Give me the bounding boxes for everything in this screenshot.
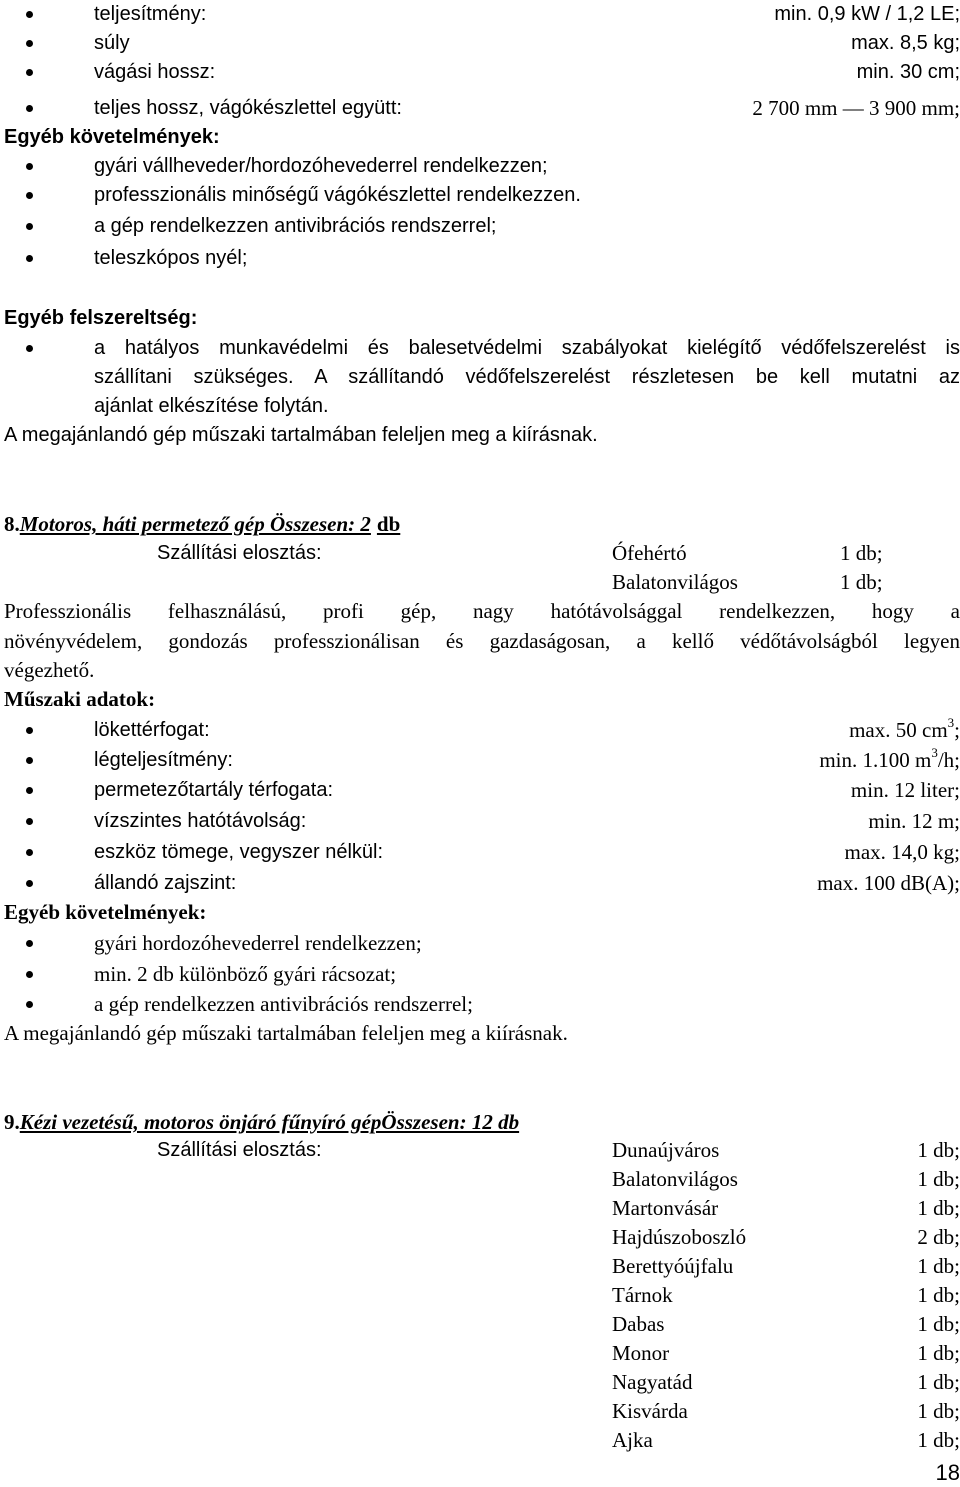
list-item [0, 990, 960, 1019]
section-heading: Egyéb követelmények: [4, 900, 207, 924]
section-title-unit: db [376, 512, 401, 536]
distribution-place: Tárnok [612, 1283, 673, 1307]
bullet-icon [26, 163, 33, 170]
list-item-text: min. 2 db különböző gyári rácsozat; [94, 962, 397, 986]
spec-row [0, 838, 960, 867]
distribution-row [0, 1426, 960, 1455]
distribution-place: Dunaújváros [612, 1138, 720, 1162]
spec-value: min. 12 m; [868, 809, 960, 833]
text-line [0, 597, 960, 626]
felszereltseg-heading-row [0, 304, 960, 333]
spec-value-tail: /h; [937, 748, 960, 772]
distribution-place: Monor [612, 1341, 670, 1365]
distribution-qty: 1 db; [917, 1283, 960, 1307]
spec-label: légteljesítmény: [94, 749, 233, 771]
spec-label: súly [94, 32, 130, 54]
distribution-qty: 1 db; [917, 1341, 960, 1365]
list-item-text: ajánlat elkészítése folytán. [94, 395, 329, 417]
distribution-place: Hajdúszoboszló [612, 1225, 747, 1249]
spec-row [0, 807, 960, 836]
spec-value: max. 100 dB(A); [817, 871, 960, 895]
distribution-label: Szállítási elosztás: [157, 1139, 322, 1161]
spec-label: lökettérfogat: [94, 719, 210, 741]
distribution-row [0, 1136, 960, 1165]
list-item-text: professzionális minőségű vágókészlettel rendelkezzen. [94, 184, 581, 206]
distribution-label: Szállítási elosztás: [157, 542, 322, 564]
list-item-text: teleszkópos nyél; [94, 247, 248, 269]
bullet-icon [26, 818, 33, 825]
bullet-icon [26, 727, 33, 734]
distribution-row [0, 1281, 960, 1310]
bullet-icon [26, 787, 33, 794]
closing-text: A megajánlandó gép műszaki tartalmában feleljen meg a kiírásnak. [4, 424, 598, 446]
spec-label: vízszintes hatótávolság: [94, 810, 307, 832]
distribution-qty: 1 db; [917, 1167, 960, 1191]
bullet-icon [26, 40, 33, 47]
list-item [0, 212, 960, 241]
section-number: 9. [4, 1110, 20, 1134]
distribution-qty: 1 db; [917, 1370, 960, 1394]
text-line [0, 627, 960, 656]
distribution-qty: 1 db; [917, 1312, 960, 1336]
distribution-qty: 1 db; [917, 1399, 960, 1423]
spec-value: max. 8,5 kg; [851, 32, 960, 54]
section-title [4, 510, 400, 539]
spec-row [0, 869, 960, 898]
list-item-text: a hatályos munkavédelmi és balesetvédelmi szabályokat kielégítő védőfelszerelést is [94, 337, 960, 359]
bullet-icon [26, 105, 33, 112]
distribution-row [0, 1252, 960, 1281]
spec-label: teljesítmény: [94, 3, 207, 25]
distribution-row [0, 1223, 960, 1252]
spec-row [0, 776, 960, 805]
bullet-icon [26, 971, 33, 978]
spec-row [0, 58, 960, 87]
distribution-qty: 1 db; [917, 1428, 960, 1452]
list-item [0, 960, 960, 989]
spec-row [0, 29, 960, 58]
list-item [0, 334, 960, 363]
spec-row [0, 94, 960, 123]
distribution-place: Balatonvilágos [612, 570, 738, 594]
section-9-title-row [0, 1108, 960, 1137]
spec-value [849, 716, 960, 745]
bullet-icon [26, 69, 33, 76]
list-item-text: a gép rendelkezzen antivibrációs rendszerrel; [94, 992, 473, 1016]
bullet-icon [26, 11, 33, 18]
bullet-icon [26, 345, 33, 352]
distribution-place: Balatonvilágos [612, 1167, 738, 1191]
distribution-qty: 1 db; [917, 1138, 960, 1162]
text-line [0, 656, 960, 685]
muszaki-heading-row [0, 685, 960, 714]
list-item [0, 152, 960, 181]
closing-line [0, 421, 960, 450]
spec-value [819, 746, 960, 775]
distribution-row [0, 1194, 960, 1223]
spec-value: min. 12 liter; [850, 778, 960, 802]
bullet-icon [26, 255, 33, 262]
distribution-qty: 1 db; [917, 1254, 960, 1278]
distribution-qty: 2 db; [917, 1225, 960, 1249]
spec-label: állandó zajszint: [94, 872, 237, 894]
spec-label: teljes hossz, vágókészlettel együtt: [94, 97, 402, 119]
section-title-text: Motoros, háti permetező gép Összesen: 2 [19, 512, 371, 536]
spec-row [0, 746, 960, 775]
closing-text: A megajánlandó gép műszaki tartalmában feleljen meg a kiírásnak. [4, 1021, 568, 1045]
list-item [0, 929, 960, 958]
distribution-qty: 1 db; [840, 541, 883, 565]
distribution-place: Ófehértó [612, 541, 687, 565]
section-8-title-row [0, 510, 960, 539]
distribution-place: Dabas [612, 1312, 665, 1336]
text-line [0, 392, 960, 421]
spec-label: vágási hossz: [94, 61, 216, 83]
spec-value-tail: ; [954, 718, 960, 742]
distribution-row [0, 568, 960, 597]
description-text: végezhető. [4, 658, 95, 682]
spec-row [0, 0, 960, 29]
distribution-row [0, 1339, 960, 1368]
egyeb-heading-row [0, 123, 960, 152]
section-heading: Egyéb felszereltség: [4, 307, 198, 329]
bullet-icon [26, 1001, 33, 1008]
page-number: 18 [935, 1460, 960, 1485]
distribution-row [0, 1397, 960, 1426]
list-item [0, 244, 960, 273]
list-item [0, 181, 960, 210]
distribution-row [0, 1368, 960, 1397]
section-title-text: Kézi vezetésű, motoros önjáró fűnyíró gépÖsszesen: 12 db [19, 1110, 520, 1134]
distribution-qty: 1 db; [917, 1196, 960, 1220]
distribution-place: Kisvárda [612, 1399, 688, 1423]
spec-row [0, 716, 960, 745]
bullet-icon [26, 223, 33, 230]
section-heading: Műszaki adatok: [4, 687, 156, 711]
description-text: növényvédelem, gondozás professzionálisan és gazdaságosan, a kellő védőtávolságból legyen [4, 629, 960, 653]
list-item-text: szállítani szükséges. A szállítandó védőfelszerelést részletesen be kell mutatni az [94, 366, 960, 388]
spec-value: 2 700 mm — 3 900 mm; [752, 96, 960, 120]
closing-line [0, 1019, 960, 1048]
description-text: Professzionális felhasználású, profi gép, nagy hatótávolsággal rendelkezzen, hogy a [4, 599, 960, 623]
section-heading: Egyéb követelmények: [4, 126, 220, 148]
section-number: 8. [4, 512, 20, 536]
spec-value-sup: 3 [931, 745, 938, 760]
bullet-icon [26, 849, 33, 856]
bullet-icon [26, 940, 33, 947]
text-line [0, 363, 960, 392]
spec-value-sup: 3 [947, 715, 955, 730]
spec-value-text: max. 50 cm [849, 718, 948, 742]
bullet-icon [26, 880, 33, 887]
section-title [4, 1108, 519, 1137]
spec-label: permetezőtartály térfogata: [94, 779, 334, 801]
distribution-row [0, 1310, 960, 1339]
bullet-icon [26, 757, 33, 764]
distribution-place: Martonvásár [612, 1196, 719, 1220]
distribution-place: Berettyóújfalu [612, 1254, 734, 1278]
spec-label: eszköz tömege, vegyszer nélkül: [94, 841, 384, 863]
bullet-icon [26, 192, 33, 199]
list-item-text: gyári vállheveder/hordozóhevederrel rendelkezzen; [94, 155, 548, 177]
distribution-place: Nagyatád [612, 1370, 693, 1394]
spec-value: max. 14,0 kg; [844, 840, 960, 864]
list-item-text: a gép rendelkezzen antivibrációs rendszerrel; [94, 215, 497, 237]
spec-value: min. 30 cm; [856, 61, 960, 83]
distribution-qty: 1 db; [840, 570, 883, 594]
egyeb-heading-row [0, 898, 960, 927]
distribution-row [0, 539, 960, 568]
list-item-text: gyári hordozóhevederrel rendelkezzen; [94, 931, 422, 955]
spec-value-text: min. 1.100 m [819, 748, 932, 772]
distribution-row [0, 1165, 960, 1194]
spec-value: min. 0,9 kW / 1,2 LE; [774, 3, 960, 25]
distribution-place: Ajka [612, 1428, 653, 1452]
